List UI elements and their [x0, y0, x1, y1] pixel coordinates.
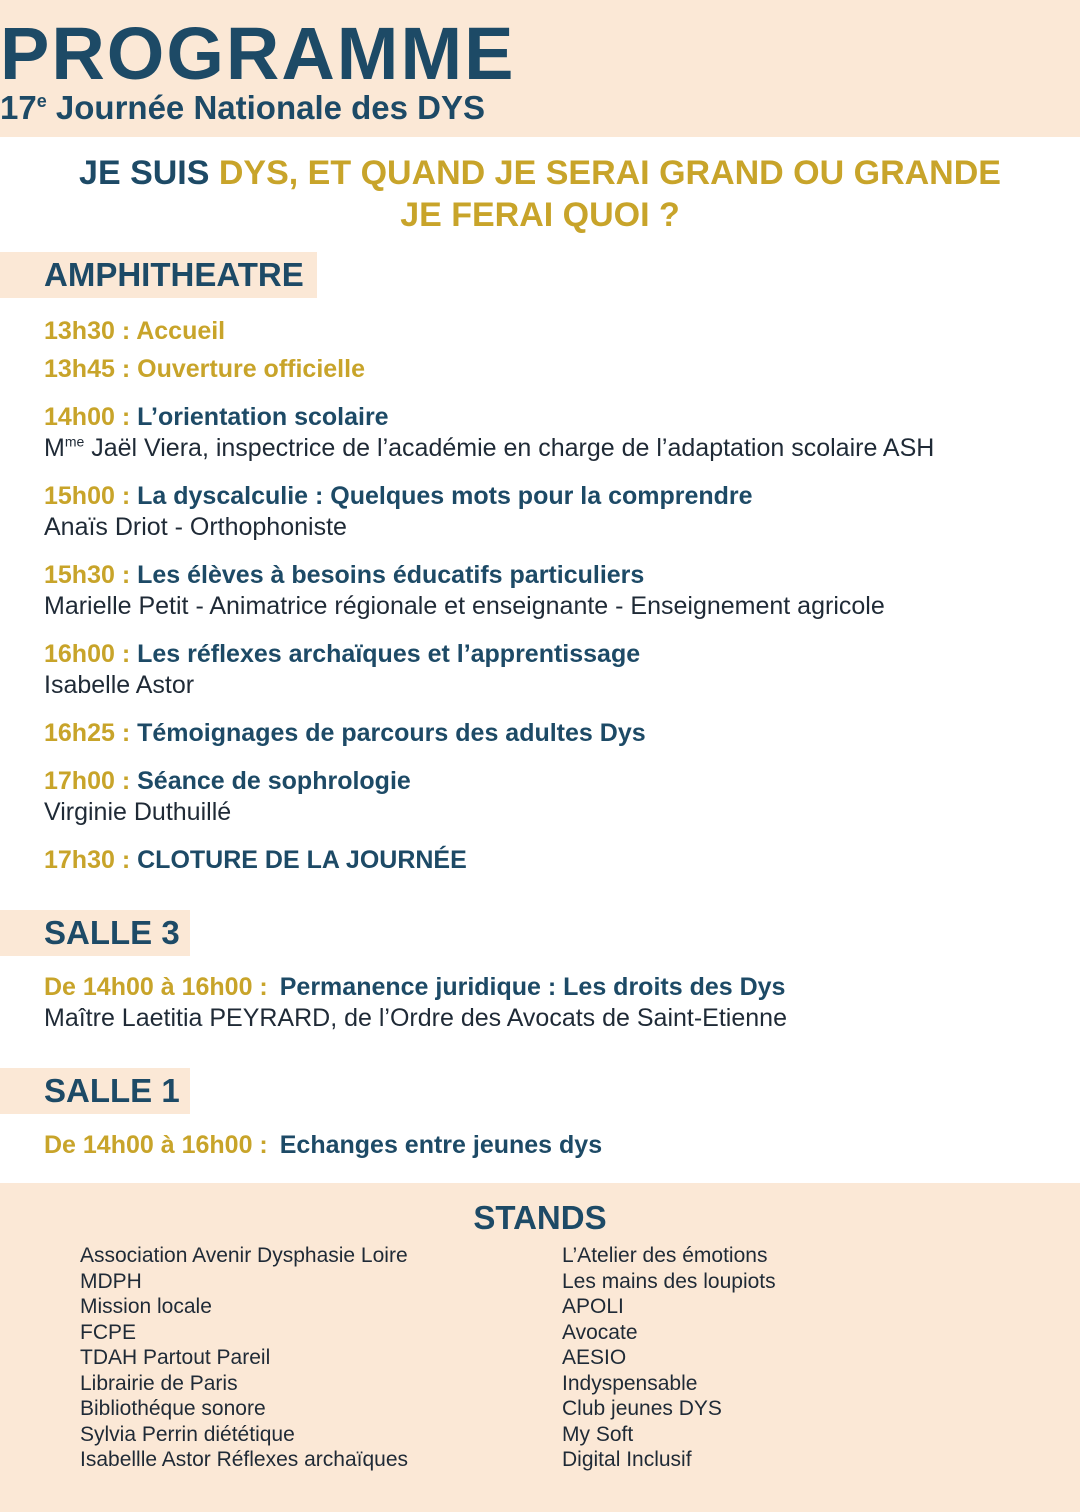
schedule-item [44, 972, 1040, 1034]
schedule-item [44, 766, 1040, 828]
schedule-time: 13h30 : [44, 317, 131, 345]
schedule-title: L’orientation scolaire [137, 403, 389, 431]
schedule-item [44, 316, 1040, 347]
stand-item: My Soft [562, 1422, 634, 1446]
stand-item: TDAH Partout Pareil [80, 1346, 271, 1369]
schedule-time: 13h45 : [44, 355, 131, 383]
schedule-time: 15h00 : [44, 482, 131, 510]
schedule-time: 15h30 : [44, 561, 131, 589]
schedule-time: De 14h00 à 16h00 : [44, 973, 268, 1001]
schedule-time: 14h00 : [44, 403, 131, 431]
section-tab-salle-3: SALLE 3 [0, 910, 190, 956]
stand-item: Indyspensable [562, 1371, 698, 1395]
schedule-time: 16h00 : [44, 640, 131, 668]
schedule-item [44, 481, 1040, 543]
schedule-item [44, 560, 1040, 622]
schedule-time: 17h30 : [44, 846, 131, 874]
stand-item: APOLI [562, 1295, 624, 1318]
schedule-item [44, 845, 1040, 876]
schedule-title: Les élèves à besoins éducatifs particuliers [137, 561, 645, 589]
schedule-item [44, 718, 1040, 749]
stand-item: L’Atelier des émotions [562, 1244, 768, 1267]
schedule-title: Témoignages de parcours des adultes Dys [137, 719, 646, 747]
schedule-item [44, 354, 1040, 385]
schedule-speaker: Virginie Duthuillé [44, 798, 232, 826]
theme-line-2: JE FERAI QUOI ? [400, 196, 680, 234]
schedule-title: CLOTURE DE LA JOURNÉE [137, 846, 467, 874]
schedule-time: 17h00 : [44, 767, 131, 795]
stand-item: Avocate [562, 1320, 638, 1344]
section-tab-amphitheatre: AMPHITHEATRE [0, 252, 317, 298]
page-subtitle [0, 88, 1080, 128]
theme-part-1: JE SUIS [79, 154, 219, 192]
stand-item: Digital Inclusif [562, 1448, 692, 1471]
schedule-speaker: Maître Laetitia PEYRARD, de l’Ordre des Avocats de Saint-Etienne [44, 1004, 787, 1032]
stand-item: Association Avenir Dysphasie Loire [80, 1244, 408, 1267]
stand-item: Club jeunes DYS [562, 1397, 722, 1420]
section-tab-salle-1: SALLE 1 [0, 1068, 190, 1114]
page-title: PROGRAMME [0, 12, 516, 95]
stand-item: Librairie de Paris [80, 1371, 238, 1395]
subtitle-text: Journée Nationale des DYS [46, 89, 486, 126]
stand-item: Mission locale [80, 1295, 212, 1318]
subtitle-superscript: e [36, 91, 47, 111]
event-theme [0, 152, 1080, 236]
schedule-item [44, 1130, 1040, 1161]
schedule-time: 16h25 : [44, 719, 131, 747]
schedule-title: Accueil [136, 317, 226, 345]
schedule-title: Permanence juridique : Les droits des Dys [279, 973, 786, 1001]
stand-item: Isabellle Astor Réflexes archaïques [80, 1448, 409, 1471]
stand-item: Bibliothéque sonore [80, 1397, 266, 1420]
schedule-speaker: Anaïs Driot - Orthophoniste [44, 513, 347, 541]
schedule-speaker: $M^{me}$ Jaël Viera, inspectrice de l’académie en charge de l’adaptation scolaire ASH [44, 433, 935, 462]
schedule-speaker: Isabelle Astor [44, 671, 195, 699]
stand-item: MDPH [80, 1269, 142, 1293]
stands-list-left [80, 1243, 408, 1473]
stand-item: AESIO [562, 1346, 627, 1369]
stand-item: Les mains des loupiots [562, 1269, 776, 1293]
schedule-item [44, 402, 1040, 464]
schedule-title: Les réflexes archaïques et l’apprentissage [137, 640, 641, 668]
schedule-time: De 14h00 à 16h00 : [44, 1131, 268, 1159]
theme-part-2: DYS, ET QUAND JE SERAI GRAND OU GRANDE [218, 154, 1001, 192]
schedule-title: Ouverture officielle [137, 355, 365, 383]
stands-list-right [562, 1243, 776, 1473]
schedule-title: La dyscalculie : Quelques mots pour la comprendre [137, 482, 753, 510]
stand-item: Sylvia Perrin diététique [80, 1422, 295, 1446]
schedule-item [44, 639, 1040, 701]
schedule-title: Echanges entre jeunes dys [279, 1131, 603, 1159]
schedule-title: Séance de sophrologie [137, 767, 411, 795]
subtitle-number: 17 [0, 89, 37, 126]
schedule-speaker: Marielle Petit - Animatrice régionale et enseignante - Enseignement agricole [44, 592, 885, 620]
stand-item: FCPE [80, 1320, 137, 1344]
stands-title: STANDS [473, 1199, 607, 1236]
